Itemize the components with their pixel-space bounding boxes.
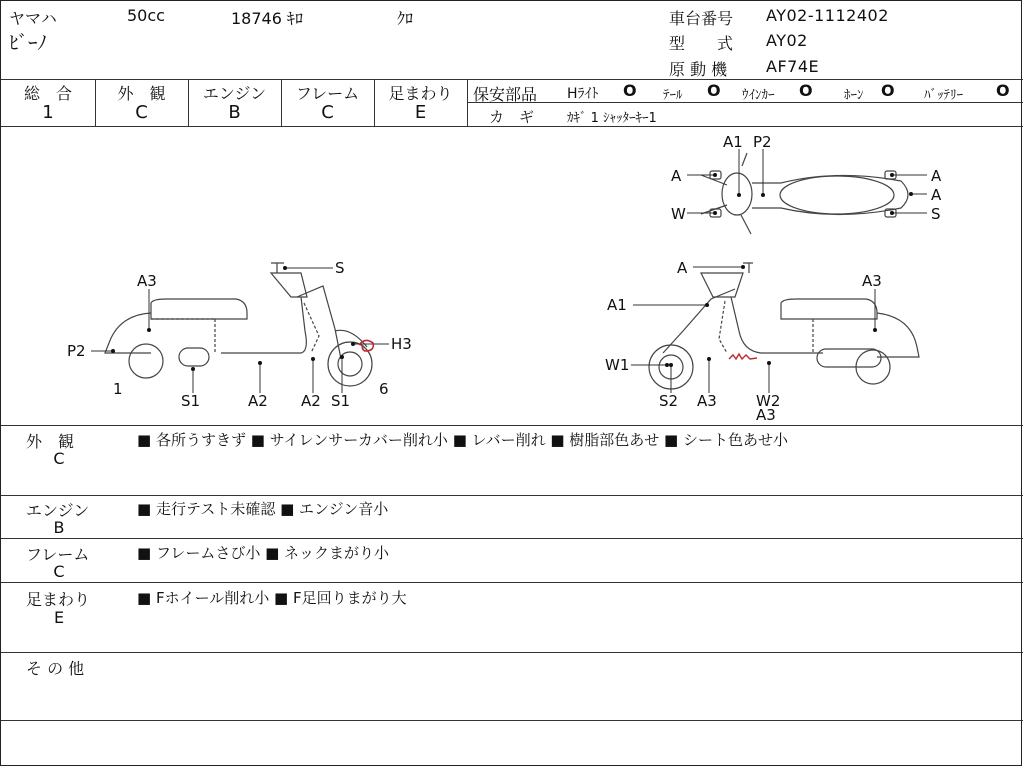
diagram-label: S1	[331, 392, 351, 410]
diagram-label: S2	[659, 392, 679, 410]
section-grade: B	[53, 518, 65, 537]
section-notes: ■ Fホイール削れ小 ■ F足回りまがり大	[137, 589, 407, 607]
section-label: エンジン	[26, 501, 90, 520]
diagram-label: A1	[607, 296, 627, 314]
divider	[1, 425, 1023, 426]
section-notes: ■ 各所うすきず ■ サイレンサーカバー削れ小 ■ レバー削れ ■ 樹脂部色あせ ■ シート色あせ小	[137, 431, 789, 449]
diagram-label: W1	[605, 356, 630, 374]
type-value: AY02	[766, 31, 808, 50]
red-damage-mark	[729, 354, 757, 359]
top-view-scooter	[701, 153, 908, 234]
chassis-value: AY02-1112402	[766, 6, 889, 25]
winker-label: ｳｲﾝｶｰ	[742, 88, 775, 103]
model-name: ﾋﾞｰﾉ	[9, 32, 48, 54]
chassis-label: 車台番号	[669, 9, 734, 28]
section-notes: ■ フレームさび小 ■ ネックまがり小	[137, 544, 390, 562]
key-label: カ ギ	[489, 108, 535, 126]
diagram-label: A	[671, 167, 682, 185]
scooter-diagram	[1, 1, 1023, 425]
section-notes: ■ 走行テスト未確認 ■ エンジン音小	[137, 500, 389, 518]
diagram-label: P2	[67, 342, 86, 360]
section-label: そ の 他	[26, 659, 85, 678]
engine-grade-label: エンジン	[202, 84, 267, 103]
headlight-label: Hﾗｲﾄ	[567, 86, 599, 102]
suspension-grade: E	[414, 102, 427, 123]
section-label: フレーム	[26, 545, 90, 564]
diagram-label: S1	[181, 392, 201, 410]
displacement: 50cc	[127, 6, 165, 25]
diagram-label: S	[335, 259, 345, 277]
exterior-grade: C	[135, 102, 148, 123]
battery-label: ﾊﾞｯﾃﾘｰ	[924, 88, 963, 103]
diagram-label: 6	[379, 380, 389, 398]
diagram-label: A3	[862, 272, 882, 290]
divider	[1, 495, 1023, 496]
diagram-label: W	[671, 205, 686, 223]
diagram-label: A	[677, 259, 688, 277]
color: ｸﾛ	[397, 9, 414, 28]
tail-label: ﾃｰﾙ	[663, 88, 683, 103]
diagram-label: H3	[391, 335, 412, 353]
diagram-label: S	[931, 205, 941, 223]
type-label: 型 式	[669, 34, 734, 53]
winker-mark: O	[799, 81, 813, 100]
exterior-label: 外 観	[117, 84, 166, 103]
section-grade: C	[53, 562, 65, 581]
section-label: 外 観	[26, 432, 75, 451]
divider	[1, 538, 1023, 539]
diagram-label: A3	[697, 392, 717, 410]
diagram-label: A1	[723, 133, 743, 151]
safety-label: 保安部品	[473, 85, 538, 104]
section-grade: C	[53, 449, 65, 468]
battery-mark: O	[996, 81, 1010, 100]
divider	[1, 582, 1023, 583]
diagram-label: A	[931, 167, 942, 185]
maker: ヤマハ	[9, 9, 57, 28]
engine-value: AF74E	[766, 57, 820, 76]
headlight-mark: O	[623, 81, 637, 100]
horn-label: ﾎｰﾝ	[844, 88, 864, 103]
divider	[1, 652, 1023, 653]
horn-mark: O	[881, 81, 895, 100]
section-label: 足まわり	[26, 590, 91, 609]
diagram-label: A	[931, 186, 942, 204]
key-value: ｶｷﾞ 1 ｼｬｯﾀｰｷｰ1	[567, 111, 657, 126]
engine-grade: B	[228, 102, 241, 123]
tail-mark: O	[707, 81, 721, 100]
overall-grade: 1	[42, 102, 54, 123]
mileage: 18746 ｷﾛ	[231, 9, 303, 28]
diagram-label: P2	[753, 133, 772, 151]
diagram-label: A3	[756, 406, 776, 424]
diagram-label: W2	[756, 392, 781, 410]
diagram-label: A2	[301, 392, 321, 410]
suspension-label: 足まわり	[388, 84, 453, 103]
divider	[1, 720, 1023, 721]
engine-label: 原 動 機	[669, 60, 728, 79]
overall-label: 総 合	[23, 84, 72, 103]
frame-label: フレーム	[295, 84, 360, 103]
diagram-label: A2	[248, 392, 268, 410]
diagram-label: A3	[137, 272, 157, 290]
frame-grade: C	[321, 102, 334, 123]
diagram-label: 1	[113, 380, 123, 398]
section-grade: E	[53, 608, 65, 627]
